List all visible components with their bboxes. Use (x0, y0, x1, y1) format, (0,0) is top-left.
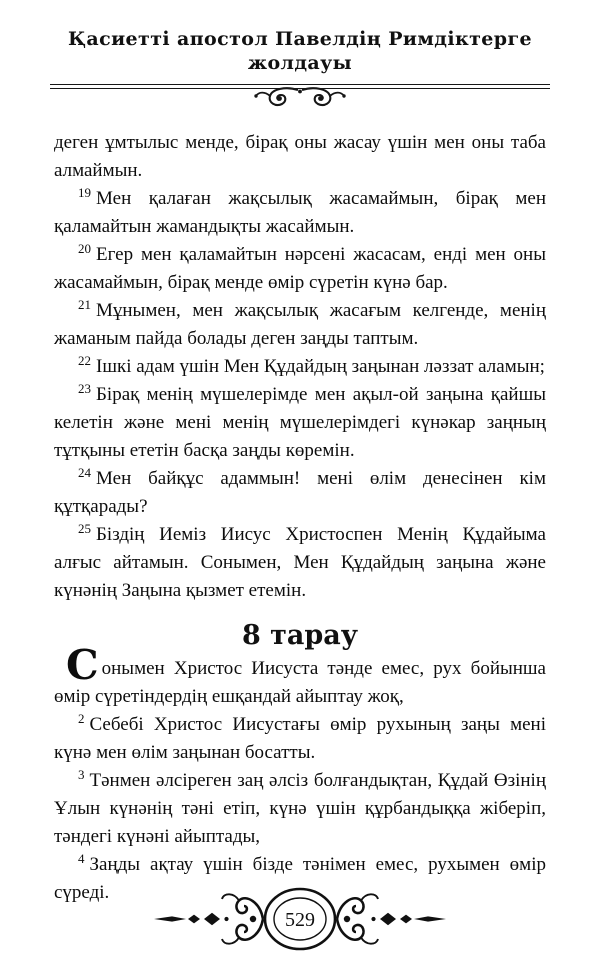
verse-text: Біздің Иеміз Иисус Христоспен Менің Құдайыма алғыс айтамын. Сонымен, Мен Құдайдың заңына және күнәнің Заңына қызмет етемін. (54, 524, 546, 601)
verse-text: Ішкі адам үшін Мен Құдайдың заңынан ләззат аламын; (96, 356, 545, 377)
verse-text: Мұнымен, мен жақсылық жасағым келгенде, менің жаманым пайда болады деген заңды таптым. (54, 300, 546, 349)
verse-number: 2 (78, 711, 85, 726)
verse-number: 24 (78, 465, 91, 480)
verse-paragraph (54, 353, 546, 381)
verse-number: 23 (78, 381, 91, 396)
scroll-flourish-icon (0, 87, 600, 111)
verses-chapter7 (54, 185, 546, 605)
verse-number: 19 (78, 185, 91, 200)
verse-text: Мен байқұс адаммын! мені өлім денесінен кім құтқарады? (54, 468, 546, 517)
verse-number: 4 (78, 851, 85, 866)
page-header (0, 0, 600, 111)
verse-number: 22 (78, 353, 91, 368)
verse-number: 3 (78, 767, 85, 782)
verse-text: Мен қалаған жақсылық жасамаймын, бірақ мен қаламайтын жамандықты жасаймын. (54, 188, 546, 237)
scripture-text (54, 129, 546, 907)
verses-chapter8 (54, 711, 546, 907)
medallion-flourish-icon (150, 881, 450, 957)
running-title: Қасиетті апостол Павелдің Римдіктерге жолдауы (68, 28, 532, 74)
drop-cap-initial: С (66, 641, 99, 689)
page-footer (150, 881, 450, 957)
verse-number: 20 (78, 241, 91, 256)
chapter8-verse-1 (54, 641, 546, 711)
verse-text: Егер мен қаламайтын нәрсені жасасам, енді мен оны жасамаймын, бірақ менде өмір сүретін күнә бар. (54, 244, 546, 293)
verse-text: онымен Христос Иисуста тәнде емес, рух бойынша өмір сүретіндердің ешқандай айыптау жоқ, (54, 658, 546, 707)
verse-text: Бірақ менің мүшелерімде мен ақыл-ой заңына қайшы келетін және мені менің мүшелерімдегі күнәкар заңның тұтқыны ететін басқа заңды көремін. (54, 384, 546, 461)
verse-number: 21 (78, 297, 91, 312)
verse-paragraph (54, 767, 546, 851)
verse-text: Тәнмен әлсіреген заң әлсіз болғандықтан, Құдай Өзінің Ұлын күнәнің тәні етіп, күнә үшін құрбандыққа жіберіп, тәндегі күнәні айыптады, (54, 770, 546, 847)
verse-paragraph (54, 711, 546, 767)
verse-paragraph (54, 381, 546, 465)
verse-text: Себебі Христос Иисустағы өмір рухының заңы мені күнә мен өлім заңынан босатты. (54, 714, 546, 763)
verse-paragraph (54, 521, 546, 605)
chapter-heading: 8 тарау (241, 620, 359, 651)
verse-paragraph (54, 185, 546, 241)
verse-number: 25 (78, 521, 91, 536)
verse-text: Заңды ақтау үшін бізде тәнімен емес, рухымен өмір сүреді. (54, 854, 546, 903)
verse-paragraph (54, 297, 546, 353)
verse-paragraph (54, 241, 546, 297)
page-number: 529 (285, 909, 315, 931)
verse-paragraph (54, 465, 546, 521)
continuation-paragraph: деген ұмтылыс менде, бірақ оны жасау үшін мен оны таба алмаймын. (54, 132, 546, 181)
